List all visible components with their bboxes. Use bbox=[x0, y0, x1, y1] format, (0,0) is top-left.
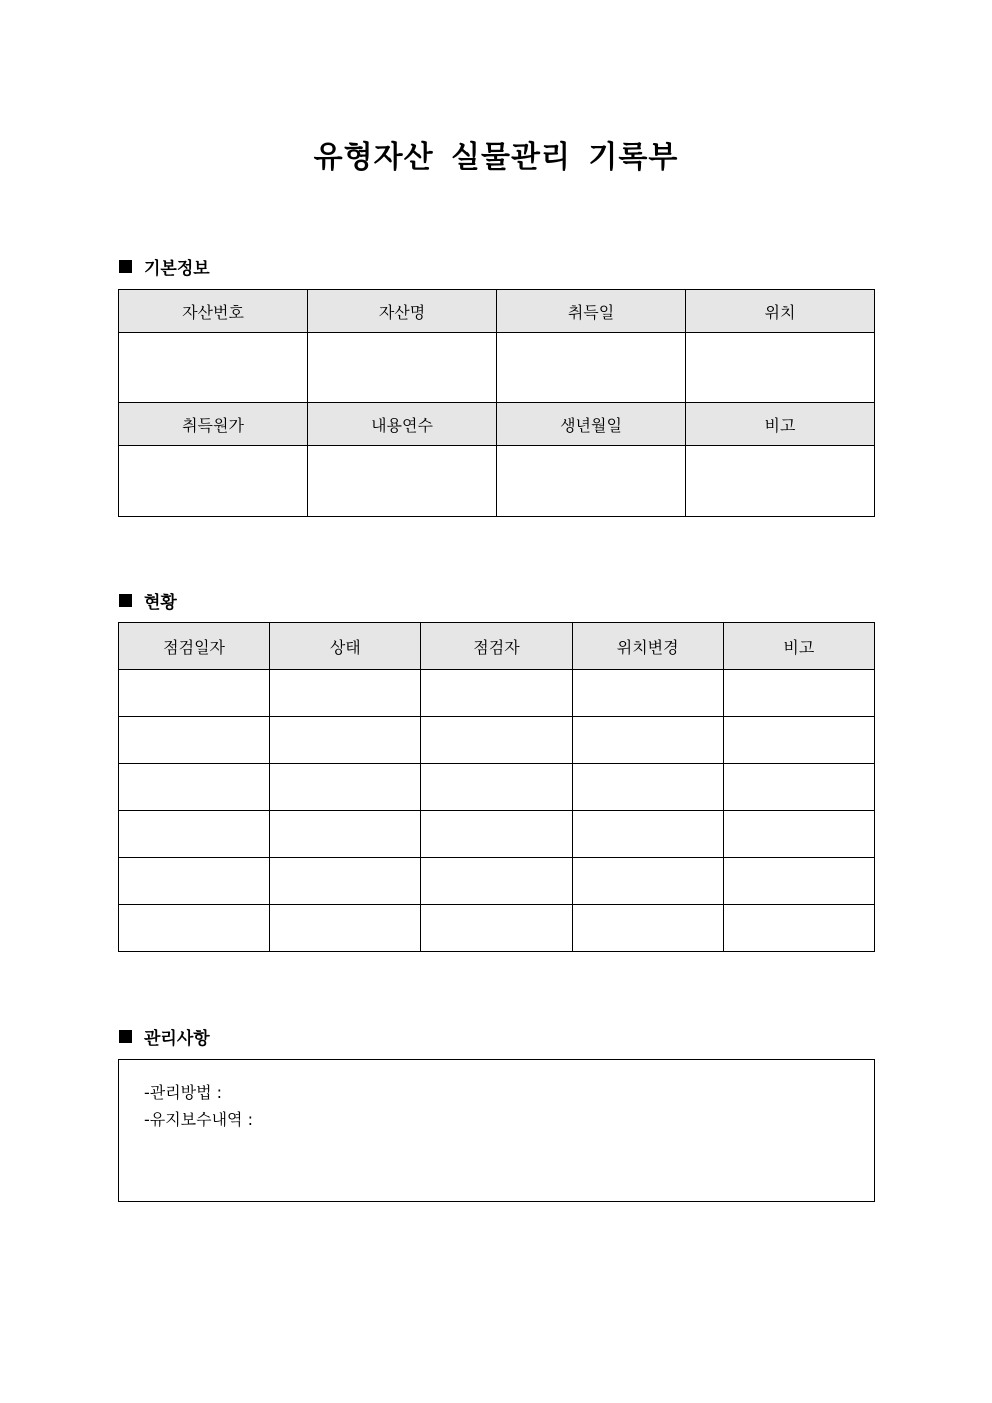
value-cell-acquisition-date[interactable] bbox=[497, 333, 686, 403]
table-cell[interactable] bbox=[119, 811, 270, 858]
table-cell[interactable] bbox=[119, 858, 270, 905]
status-header-row bbox=[119, 623, 875, 670]
table-row bbox=[119, 905, 875, 952]
value-cell-asset-number[interactable] bbox=[119, 333, 308, 403]
header-cell-remarks: 비고 bbox=[686, 403, 875, 446]
table-cell[interactable] bbox=[421, 905, 572, 952]
management-method-label: -관리방법 : bbox=[144, 1083, 223, 1102]
maintenance-history-label: -유지보수내역 : bbox=[144, 1110, 253, 1129]
table-cell[interactable] bbox=[723, 905, 874, 952]
header-cell-location-change: 위치변경 bbox=[572, 623, 723, 670]
square-bullet-icon bbox=[119, 594, 132, 607]
value-cell-birth-date[interactable] bbox=[497, 446, 686, 517]
value-cell-remarks[interactable] bbox=[686, 446, 875, 517]
section-basic-info bbox=[119, 254, 210, 279]
basic-info-table bbox=[118, 289, 875, 517]
status-table bbox=[118, 622, 875, 952]
header-cell-useful-life: 내용연수 bbox=[308, 403, 497, 446]
section-management-heading: 관리사항 bbox=[144, 1029, 210, 1049]
basic-info-value-row-2 bbox=[119, 446, 875, 517]
header-cell-status-remarks: 비고 bbox=[723, 623, 874, 670]
table-cell[interactable] bbox=[270, 717, 421, 764]
square-bullet-icon bbox=[119, 260, 132, 273]
section-status-heading: 현황 bbox=[144, 593, 177, 613]
table-cell[interactable] bbox=[572, 717, 723, 764]
section-management bbox=[119, 1024, 210, 1049]
table-row bbox=[119, 717, 875, 764]
table-cell[interactable] bbox=[421, 764, 572, 811]
table-row bbox=[119, 670, 875, 717]
table-cell[interactable] bbox=[270, 670, 421, 717]
table-cell[interactable] bbox=[572, 905, 723, 952]
table-cell[interactable] bbox=[723, 717, 874, 764]
header-cell-inspection-date: 점검일자 bbox=[119, 623, 270, 670]
table-cell[interactable] bbox=[270, 811, 421, 858]
table-cell[interactable] bbox=[421, 717, 572, 764]
value-cell-acquisition-cost[interactable] bbox=[119, 446, 308, 517]
header-cell-location: 위치 bbox=[686, 290, 875, 333]
header-cell-condition: 상태 bbox=[270, 623, 421, 670]
table-cell[interactable] bbox=[270, 905, 421, 952]
table-row bbox=[119, 764, 875, 811]
header-cell-birth-date: 생년월일 bbox=[497, 403, 686, 446]
table-row bbox=[119, 858, 875, 905]
square-bullet-icon bbox=[119, 1030, 132, 1043]
table-cell[interactable] bbox=[270, 858, 421, 905]
table-row bbox=[119, 811, 875, 858]
value-cell-location[interactable] bbox=[686, 333, 875, 403]
table-cell[interactable] bbox=[723, 858, 874, 905]
table-cell[interactable] bbox=[572, 811, 723, 858]
section-status bbox=[119, 588, 177, 613]
value-cell-useful-life[interactable] bbox=[308, 446, 497, 517]
table-cell[interactable] bbox=[572, 858, 723, 905]
header-cell-inspector: 점검자 bbox=[421, 623, 572, 670]
table-cell[interactable] bbox=[723, 764, 874, 811]
document-title: 유형자산 실물관리 기록부 bbox=[313, 140, 679, 175]
table-cell[interactable] bbox=[119, 764, 270, 811]
basic-info-value-row-1 bbox=[119, 333, 875, 403]
table-cell[interactable] bbox=[723, 811, 874, 858]
table-cell[interactable] bbox=[119, 717, 270, 764]
table-cell[interactable] bbox=[119, 905, 270, 952]
header-cell-acquisition-cost: 취득원가 bbox=[119, 403, 308, 446]
table-cell[interactable] bbox=[421, 858, 572, 905]
header-cell-asset-name: 자산명 bbox=[308, 290, 497, 333]
table-cell[interactable] bbox=[572, 764, 723, 811]
management-notes-box[interactable] bbox=[118, 1059, 875, 1202]
section-basic-info-heading: 기본정보 bbox=[144, 259, 210, 279]
table-cell[interactable] bbox=[421, 811, 572, 858]
value-cell-asset-name[interactable] bbox=[308, 333, 497, 403]
table-cell[interactable] bbox=[119, 670, 270, 717]
basic-info-header-row-2 bbox=[119, 403, 875, 446]
table-cell[interactable] bbox=[270, 764, 421, 811]
header-cell-acquisition-date: 취득일 bbox=[497, 290, 686, 333]
header-cell-asset-number: 자산번호 bbox=[119, 290, 308, 333]
table-cell[interactable] bbox=[421, 670, 572, 717]
table-cell[interactable] bbox=[572, 670, 723, 717]
basic-info-header-row-1 bbox=[119, 290, 875, 333]
table-cell[interactable] bbox=[723, 670, 874, 717]
